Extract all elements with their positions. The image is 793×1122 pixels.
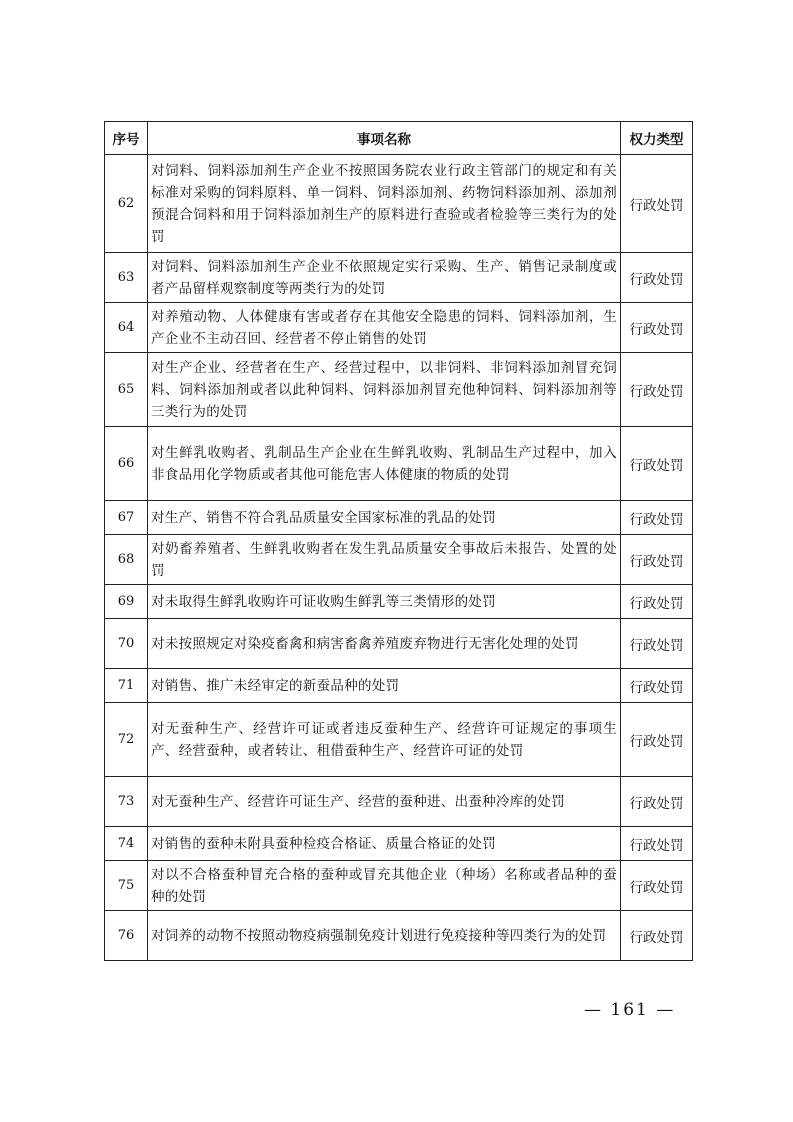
- row-index: 76: [105, 911, 148, 961]
- page-number: — 161 —: [584, 1000, 676, 1020]
- row-power-type: 行政处罚: [621, 535, 693, 585]
- table-row: [105, 501, 693, 535]
- row-matter-name: 对未取得生鲜乳收购许可证收购生鲜乳等三类情形的处罚: [148, 585, 621, 619]
- row-power-type: 行政处罚: [621, 861, 693, 911]
- table-row: [105, 911, 693, 961]
- row-matter-name: 对奶畜养殖者、生鲜乳收购者在发生乳品质量安全事故后未报告、处置的处罚: [148, 535, 621, 585]
- table-row: [105, 861, 693, 911]
- table-row: [105, 303, 693, 353]
- row-index: 70: [105, 619, 148, 669]
- table-row: [105, 155, 693, 253]
- table-row: [105, 669, 693, 703]
- row-index: 65: [105, 353, 148, 427]
- row-index: 66: [105, 427, 148, 501]
- row-matter-name: 对无蚕种生产、经营许可证或者违反蚕种生产、经营许可证规定的事项生产、经营蚕种，或者转让、租借蚕种生产、经营许可证的处罚: [148, 703, 621, 777]
- row-matter-name: 对销售、推广未经审定的新蚕品种的处罚: [148, 669, 621, 703]
- row-index: 72: [105, 703, 148, 777]
- row-power-type: 行政处罚: [621, 619, 693, 669]
- row-matter-name: 对销售的蚕种未附具蚕种检疫合格证、质量合格证的处罚: [148, 827, 621, 861]
- header-type: 权力类型: [621, 122, 693, 155]
- row-power-type: 行政处罚: [621, 427, 693, 501]
- row-index: 71: [105, 669, 148, 703]
- row-power-type: 行政处罚: [621, 827, 693, 861]
- matters-table-container: [104, 121, 692, 961]
- row-matter-name: 对以不合格蚕种冒充合格的蚕种或冒充其他企业（种场）名称或者品种的蚕种的处罚: [148, 861, 621, 911]
- row-power-type: 行政处罚: [621, 155, 693, 253]
- row-index: 69: [105, 585, 148, 619]
- row-matter-name: 对饲料、饲料添加剂生产企业不依照规定实行采购、生产、销售记录制度或者产品留样观察制度等两类行为的处罚: [148, 253, 621, 303]
- table-row: [105, 777, 693, 827]
- row-matter-name: 对生产企业、经营者在生产、经营过程中，以非饲料、非饲料添加剂冒充饲料、饲料添加剂或者以此种饲料、饲料添加剂冒充他种饲料、饲料添加剂等三类行为的处罚: [148, 353, 621, 427]
- row-power-type: 行政处罚: [621, 777, 693, 827]
- row-power-type: 行政处罚: [621, 669, 693, 703]
- table-row: [105, 253, 693, 303]
- row-power-type: 行政处罚: [621, 585, 693, 619]
- table-row: [105, 703, 693, 777]
- row-index: 67: [105, 501, 148, 535]
- row-power-type: 行政处罚: [621, 253, 693, 303]
- row-index: 68: [105, 535, 148, 585]
- header-index: 序号: [105, 122, 148, 155]
- row-power-type: 行政处罚: [621, 911, 693, 961]
- row-index: 62: [105, 155, 148, 253]
- table-row: [105, 585, 693, 619]
- row-power-type: 行政处罚: [621, 303, 693, 353]
- table-row: [105, 619, 693, 669]
- row-index: 75: [105, 861, 148, 911]
- row-power-type: 行政处罚: [621, 703, 693, 777]
- table-row: [105, 827, 693, 861]
- row-index: 73: [105, 777, 148, 827]
- row-power-type: 行政处罚: [621, 353, 693, 427]
- row-matter-name: 对饲料、饲料添加剂生产企业不按照国务院农业行政主管部门的规定和有关标准对采购的饲料原料、单一饲料、饲料添加剂、药物饲料添加剂、添加剂预混合饲料和用于饲料添加剂生产的原料进行查验或者检验等三类行为的处罚: [148, 155, 621, 253]
- row-matter-name: 对未按照规定对染疫畜禽和病害畜禽养殖废弃物进行无害化处理的处罚: [148, 619, 621, 669]
- row-matter-name: 对饲养的动物不按照动物疫病强制免疫计划进行免疫接种等四类行为的处罚: [148, 911, 621, 961]
- table-header-row: [105, 122, 693, 155]
- header-name: 事项名称: [148, 122, 621, 155]
- row-index: 63: [105, 253, 148, 303]
- table-row: [105, 427, 693, 501]
- row-index: 64: [105, 303, 148, 353]
- row-index: 74: [105, 827, 148, 861]
- row-matter-name: 对养殖动物、人体健康有害或者存在其他安全隐患的饲料、饲料添加剂，生产企业不主动召回、经营者不停止销售的处罚: [148, 303, 621, 353]
- matters-table: [104, 121, 693, 961]
- row-matter-name: 对生鲜乳收购者、乳制品生产企业在生鲜乳收购、乳制品生产过程中，加入非食品用化学物质或者其他可能危害人体健康的物质的处罚: [148, 427, 621, 501]
- row-matter-name: 对无蚕种生产、经营许可证生产、经营的蚕种进、出蚕种冷库的处罚: [148, 777, 621, 827]
- row-matter-name: 对生产、销售不符合乳品质量安全国家标准的乳品的处罚: [148, 501, 621, 535]
- row-power-type: 行政处罚: [621, 501, 693, 535]
- table-row: [105, 535, 693, 585]
- table-row: [105, 353, 693, 427]
